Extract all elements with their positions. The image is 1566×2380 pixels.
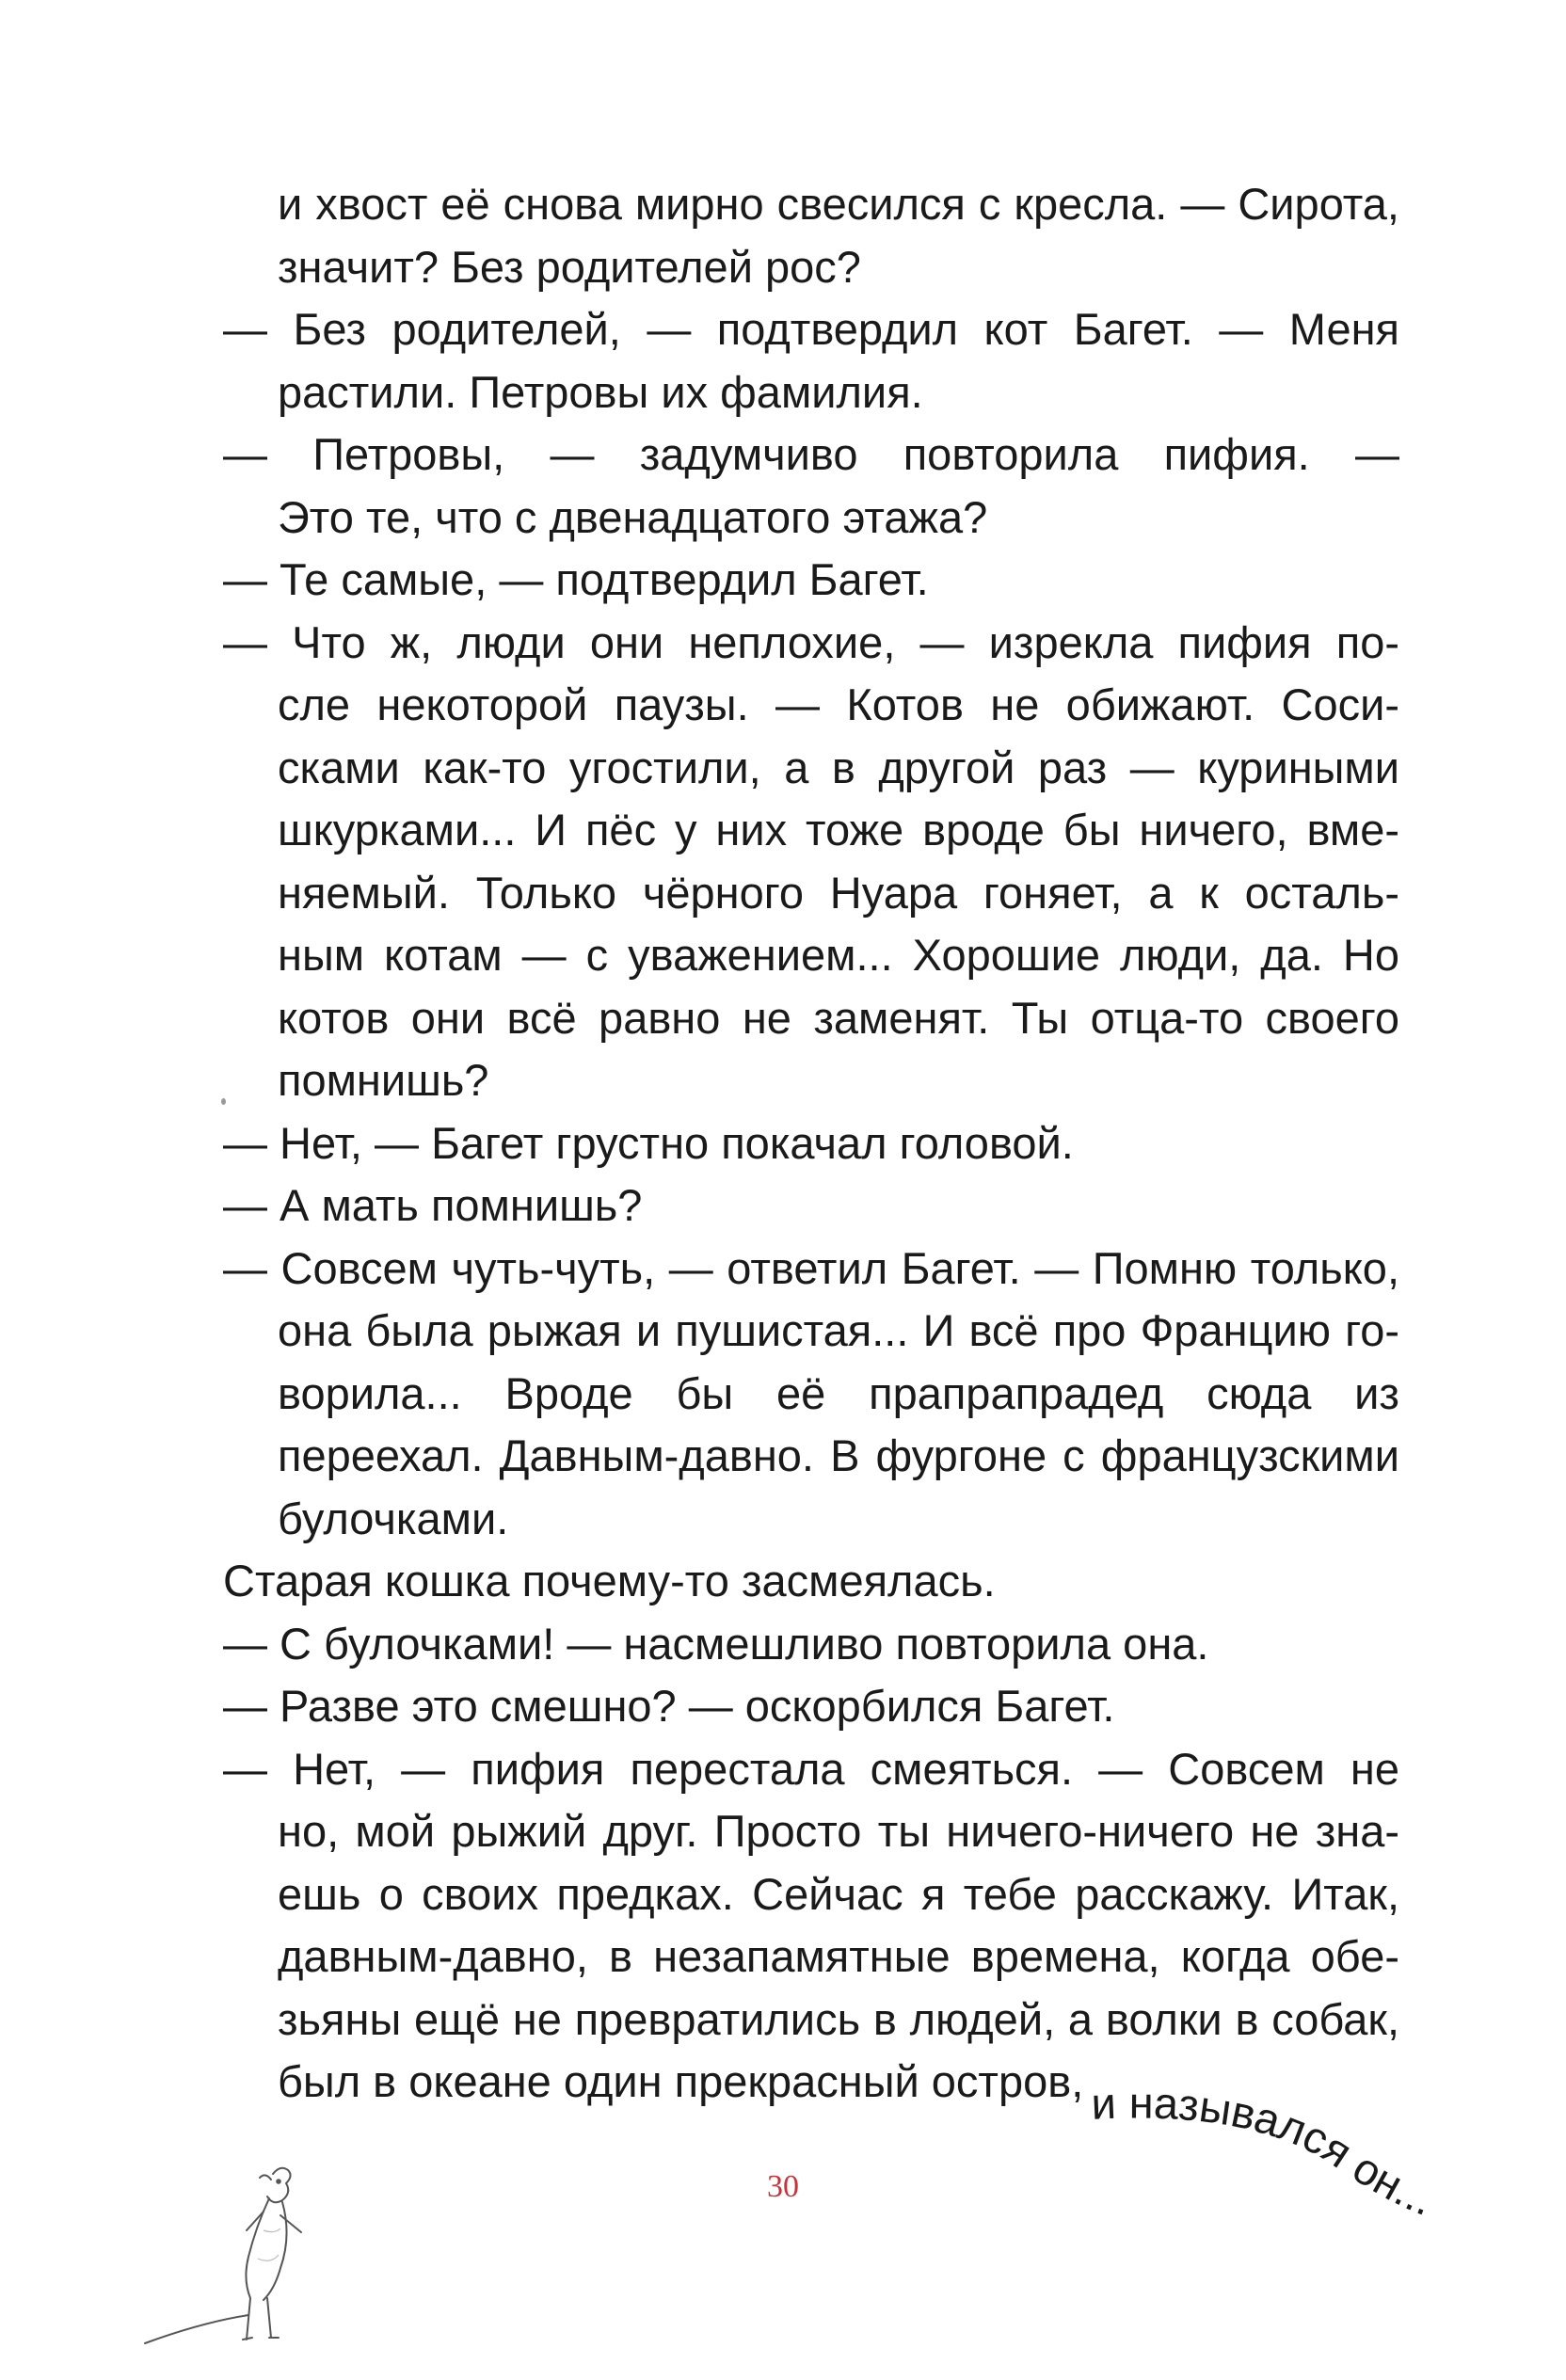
text-line: она была рыжая и пушистая... И всё про Францию го- xyxy=(278,1305,1399,1355)
text-line: — Нет, — Багет грустно покачал головой. xyxy=(223,1117,1074,1168)
text-line: — С булочками! — насмешливо повторила она. xyxy=(223,1618,1209,1669)
text-line: Старая кошка почему-то засмеялась. xyxy=(223,1556,996,1605)
text-line: ворила... Вроде бы её прапрапрадед сюда из xyxy=(278,1367,1399,1418)
text-line: Это те, что с двенадцатого этажа? xyxy=(278,491,988,542)
text-line: шкурками... И пёс у них тоже вроде бы ничего, вме- xyxy=(278,805,1399,855)
text-line: булочками. xyxy=(278,1493,509,1543)
text-line: котов они всё равно не заменят. Ты отца-то своего xyxy=(278,992,1399,1043)
text-line: — Петровы, — задумчиво повторила пифия. — xyxy=(223,429,1399,479)
text-line: переехал. Давным-давно. В фургоне с французскими xyxy=(278,1430,1399,1480)
text-line: но, мой рыжий друг. Просто ты ничего-ничего не зна- xyxy=(278,1806,1399,1856)
margin-speck xyxy=(221,1098,226,1105)
text-line: зьяны ещё не превратились в людей, а волки в собак, xyxy=(278,1993,1399,2044)
text-line: — А мать помнишь? xyxy=(223,1180,643,1230)
page-number: 30 xyxy=(767,2169,799,2204)
text-line: был в океане один прекрасный остров, xyxy=(278,2056,1084,2106)
text-line: — Без родителей, — подтвердил кот Багет. — Меня xyxy=(223,304,1399,354)
text-line: значит? Без родителей рос? xyxy=(278,241,861,292)
text-line: — Разве это смешно? — оскорбился Багет. xyxy=(223,1681,1115,1731)
curved-trailing-text-path: и назывался он... xyxy=(1090,2077,1440,2226)
text-line: — Что ж, люди они неплохие, — изрекла пифия по- xyxy=(223,616,1399,667)
text-line: ешь о своих предках. Сейчас я тебе расскажу. Итак, xyxy=(278,1868,1399,1919)
text-line: сле некоторой паузы. — Котов не обижают. Соси- xyxy=(278,679,1399,729)
curved-trailing-text xyxy=(1082,2077,1459,2240)
text-line: — Совсем чуть-чуть, — ответил Багет. — Помню только, xyxy=(223,1242,1399,1293)
text-line: и хвост её снова мирно свесился с кресла. — Сирота, xyxy=(278,179,1399,229)
text-line: няемый. Только чёрного Нуара гоняет, а к осталь- xyxy=(278,867,1399,918)
page-text xyxy=(223,173,1399,2114)
text-line: ным котам — с уважением... Хорошие люди, да. Но xyxy=(278,930,1399,980)
text-line: помнишь? xyxy=(278,1055,489,1105)
text-line: давным-давно, в незапамятные времена, когда обе- xyxy=(278,1931,1399,1981)
text-line: растили. Петровы их фамилия. xyxy=(278,366,923,417)
text-line: — Те самые, — подтвердил Багет. xyxy=(223,554,929,604)
text-line: — Нет, — пифия перестала смеяться. — Совсем не xyxy=(223,1743,1399,1794)
text-line: сками как-то угостили, а в другой раз — куриными xyxy=(278,742,1399,792)
